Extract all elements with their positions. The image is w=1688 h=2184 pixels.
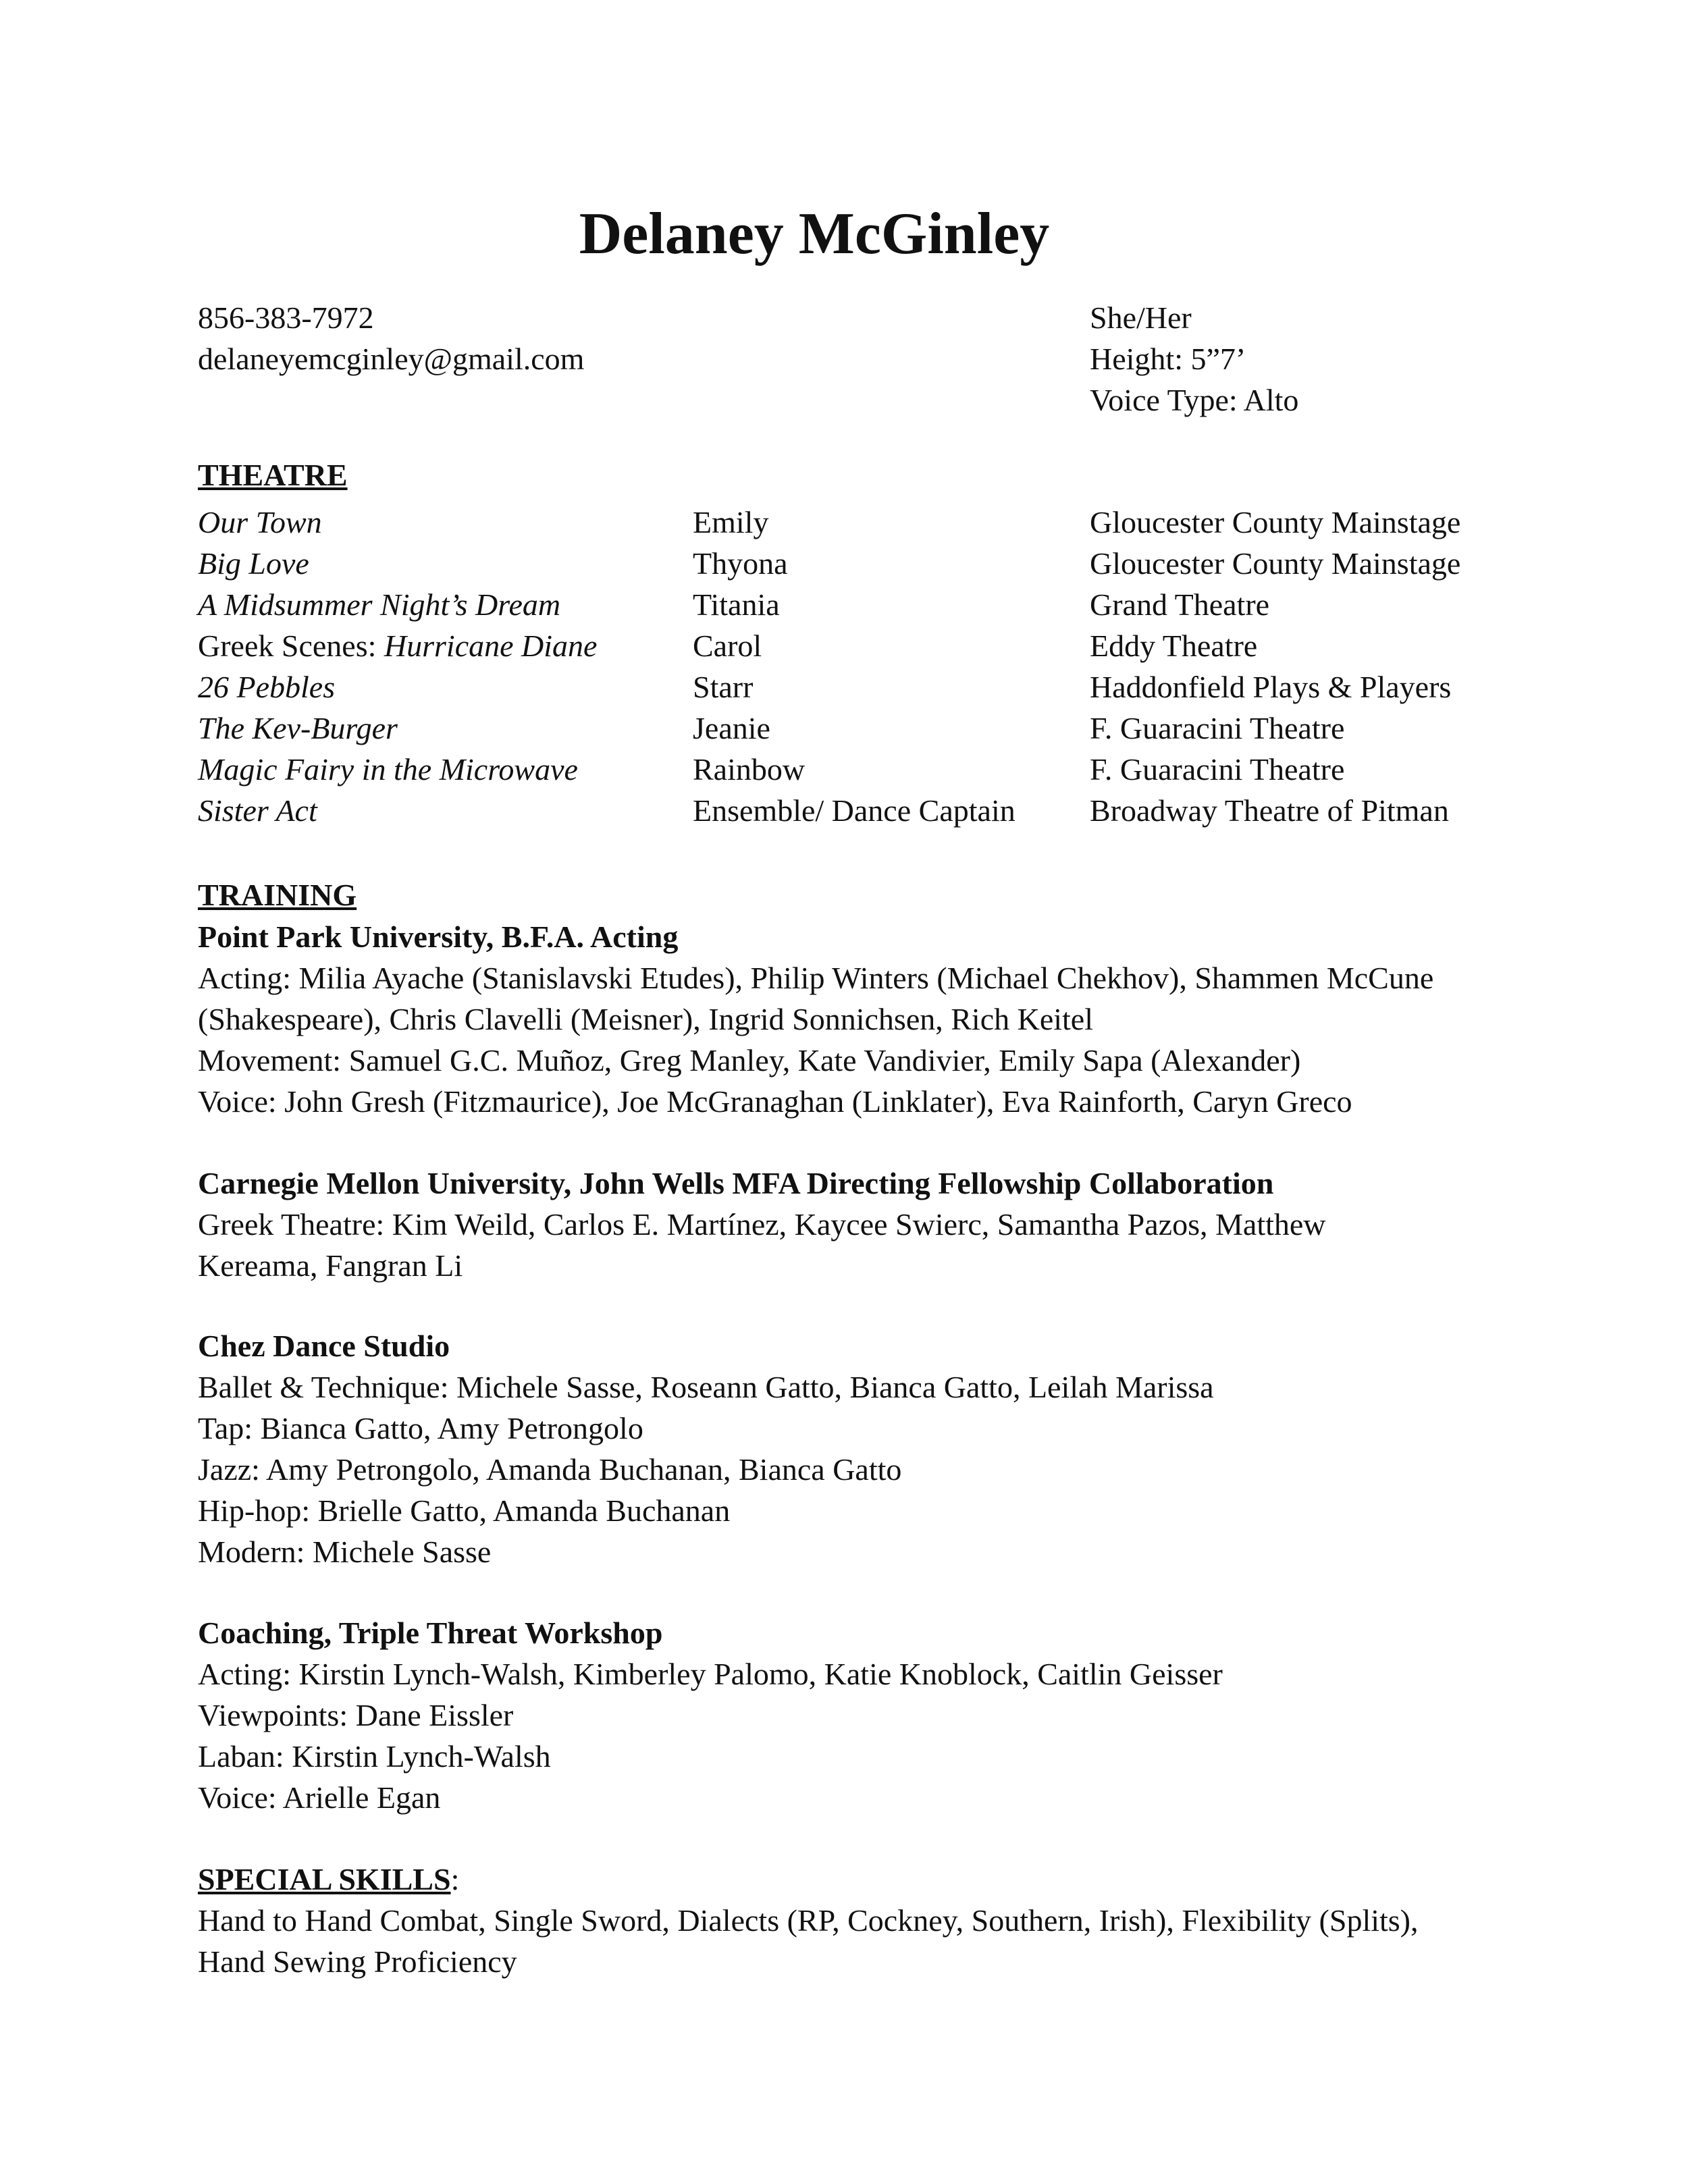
training-line: Greek Theatre: Kim Weild, Carlos E. Martínez, Kaycee Swierc, Samantha Pazos, Matthew Kereama, Fangran Li [198, 1207, 1326, 1283]
venue-cell: Haddonfield Plays & Players [1090, 670, 1452, 704]
show-title: Our Town [198, 505, 322, 539]
show-title: The Kev-Burger [198, 711, 398, 745]
table-row [198, 584, 1495, 625]
show-title: Magic Fairy in the Microwave [198, 752, 578, 787]
training-line: Voice: John Gresh (Fitzmaurice), Joe McGranaghan (Linklater), Eva Rainforth, Caryn Greco [198, 1084, 1352, 1119]
pronouns: She/Her [1090, 300, 1192, 335]
venue-cell: Broadway Theatre of Pitman [1090, 793, 1449, 828]
table-row [198, 749, 1495, 790]
table-row [198, 543, 1495, 584]
show-cell [198, 584, 693, 625]
training-point-park [198, 916, 1447, 1122]
role-cell: Jeanie [693, 711, 770, 745]
show-cell [198, 790, 693, 831]
training-line: Hip-hop: Brielle Gatto, Amanda Buchanan [198, 1493, 731, 1528]
training-line: Voice: Arielle Egan [198, 1780, 441, 1815]
role-cell: Rainbow [693, 752, 806, 787]
venue-cell: F. Guaracini Theatre [1090, 711, 1345, 745]
training-line: Ballet & Technique: Michele Sasse, Roseann Gatto, Bianca Gatto, Leilah Marissa [198, 1370, 1214, 1404]
role-cell: Emily [693, 505, 769, 539]
training-carnegie [198, 1163, 1447, 1286]
theatre-heading: THEATRE [198, 458, 348, 492]
email-address: delaneyemcginley@gmail.com [198, 342, 585, 376]
show-title: Big Love [198, 546, 309, 581]
training-line: Movement: Samuel G.C. Muñoz, Greg Manley, Kate Vandivier, Emily Sapa (Alexander) [198, 1043, 1301, 1077]
show-cell [198, 749, 693, 790]
table-row [198, 502, 1495, 543]
venue-cell: Gloucester County Mainstage [1090, 505, 1461, 539]
role-cell: Thyona [693, 546, 788, 581]
venue-cell: Gloucester County Mainstage [1090, 546, 1461, 581]
contact-right [1090, 297, 1298, 421]
show-cell [198, 625, 693, 666]
show-prefix: Greek Scenes: [198, 629, 384, 663]
table-row [198, 666, 1495, 708]
show-cell [198, 543, 693, 584]
page-title: Delaney McGinley [579, 201, 1050, 267]
role-cell: Starr [693, 670, 754, 704]
show-cell [198, 708, 693, 749]
special-skills-colon: : [450, 1862, 460, 1896]
training-line: Acting: Milia Ayache (Stanislavski Etudes), Philip Winters (Michael Chekhov), Shammen McCune (Shakespeare), Chris Clavelli (Meisner), Ingrid Sonnichsen, Rich Keitel [198, 961, 1434, 1036]
show-title: Sister Act [198, 793, 317, 828]
training-chez [198, 1325, 1447, 1572]
special-skills-heading-row [198, 1859, 459, 1900]
phone-number: 856-383-7972 [198, 300, 374, 335]
special-skills-heading: SPECIAL SKILLS [198, 1862, 451, 1896]
voice-type: Voice Type: Alto [1090, 383, 1299, 417]
height: Height: 5”7’ [1090, 342, 1246, 376]
training-line: Jazz: Amy Petrongolo, Amanda Buchanan, Bianca Gatto [198, 1452, 902, 1487]
table-row [198, 790, 1495, 831]
show-cell [198, 502, 693, 543]
venue-cell: Grand Theatre [1090, 587, 1270, 622]
training-line: Tap: Bianca Gatto, Amy Petrongolo [198, 1411, 643, 1445]
role-cell: Titania [693, 587, 780, 622]
training-title: Point Park University, B.F.A. Acting [198, 920, 679, 954]
show-cell [198, 666, 693, 708]
venue-cell: F. Guaracini Theatre [1090, 752, 1345, 787]
theatre-credits-table [198, 502, 1495, 831]
role-cell: Ensemble/ Dance Captain [693, 793, 1016, 828]
table-row [198, 625, 1495, 666]
show-title: A Midsummer Night’s Dream [198, 587, 561, 622]
training-coaching [198, 1612, 1447, 1818]
training-line: Modern: Michele Sasse [198, 1535, 492, 1569]
show-title: Hurricane Diane [384, 629, 598, 663]
training-line: Viewpoints: Dane Eissler [198, 1698, 514, 1732]
training-title: Carnegie Mellon University, John Wells MFA Directing Fellowship Collaboration [198, 1166, 1274, 1200]
contact-left [198, 297, 584, 379]
special-skills-text: Hand to Hand Combat, Single Sword, Dialects (RP, Cockney, Southern, Irish), Flexibility (Splits), Hand Sewing Proficiency [198, 1903, 1419, 1979]
training-line: Acting: Kirstin Lynch-Walsh, Kimberley Palomo, Katie Knoblock, Caitlin Geisser [198, 1657, 1223, 1691]
table-row [198, 708, 1495, 749]
training-title: Chez Dance Studio [198, 1329, 450, 1363]
training-line: Laban: Kirstin Lynch-Walsh [198, 1739, 551, 1774]
show-title: 26 Pebbles [198, 670, 336, 704]
training-title: Coaching, Triple Threat Workshop [198, 1616, 663, 1650]
venue-cell: Eddy Theatre [1090, 629, 1258, 663]
training-heading: TRAINING [198, 878, 357, 912]
role-cell: Carol [693, 629, 762, 663]
